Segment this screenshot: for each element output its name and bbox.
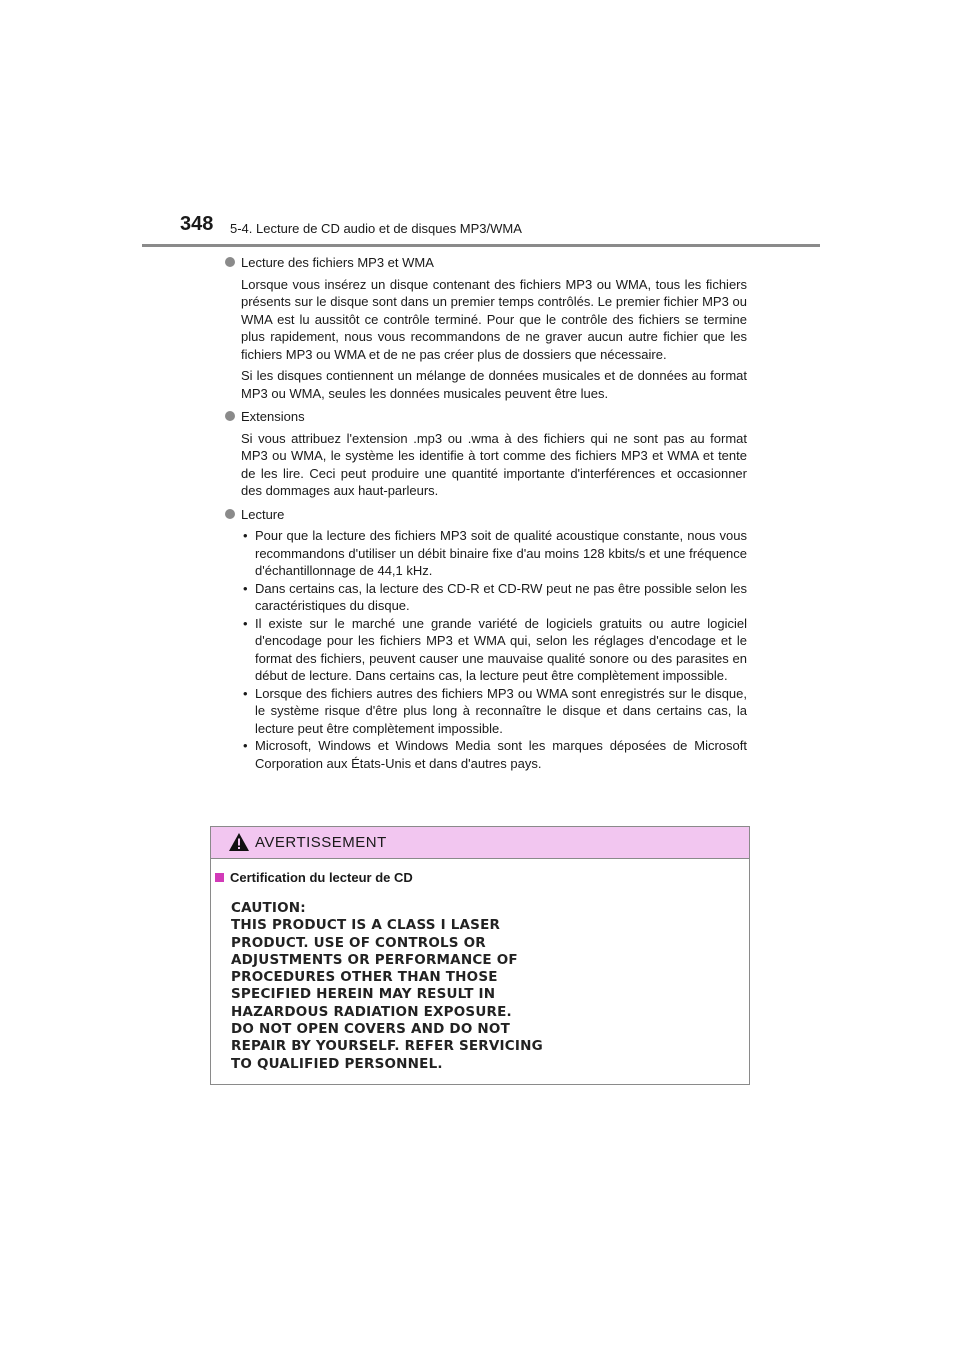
bullet-list — [241, 527, 747, 772]
list-item: • Dans certains cas, la lecture des CD-R et CD-RW peut ne pas être possible selon les caractéristiques du disque. — [243, 580, 747, 613]
square-marker-icon — [215, 873, 224, 882]
list-item: • Microsoft, Windows et Windows Media sont les marques déposées de Microsoft Corporation aux États-Unis et dans d'autres pays. — [243, 738, 747, 771]
chapter-title: 5-4. Lecture de CD audio et de disques MP3/WMA — [230, 221, 522, 236]
header-rule — [142, 244, 820, 247]
caution-label: CAUTION: THIS PRODUCT IS A CLASS I LASER PRODUCT. USE OF CONTROLS OR ADJUSTMENTS OR PERFORMANCE OF PROCEDURES OTHER THAN THOSE SPECIFIED HEREIN MAY RESULT IN HAZARDOUS RADIATION EXPOSURE. DO NOT OPEN COVERS AND DO NOT REPAIR BY YOURSELF. REFER SERVICING TO QUALIFIED PERSONNEL. — [231, 900, 543, 1072]
section-lecture — [223, 506, 747, 773]
bullet-dot-icon — [225, 509, 235, 519]
section-heading: Extensions — [223, 408, 747, 426]
warning-box — [210, 826, 750, 1085]
bullet-dot-icon — [225, 411, 235, 421]
warning-title: AVERTISSEMENT — [255, 834, 387, 851]
bullet-dot-icon — [225, 257, 235, 267]
list-item: • Pour que la lecture des fichiers MP3 soit de qualité acoustique constante, nous vous recommandons d'utiliser un débit binaire fixe d'au moins 128 kbits/s et une fréquence d'échantillonnage de 44,1 kHz. — [243, 528, 747, 578]
paragraph: Lorsque vous insérez un disque contenant des fichiers MP3 ou WMA, tous les fichiers présents sur le disque sont dans un premier temps contrôlés. Le premier fichier MP3 ou WMA est lu aussitôt ce contrôle terminé. Pour que le contrôle des fichiers se termine plus rapidement, nous vous recommandons de ne graver aucun autre fichier que les fichiers MP3 ou WMA et de ne pas créer plus de dossiers que nécessaire. — [241, 276, 747, 362]
section-extensions — [223, 408, 747, 500]
main-content — [223, 254, 747, 778]
warning-subtitle: Certification du lecteur de CD — [215, 870, 413, 885]
paragraph: Si les disques contiennent un mélange de données musicales et de données au format MP3 ou WMA, seules les données musicales peuvent être lues. — [241, 368, 747, 401]
list-item: • Lorsque des fichiers autres des fichiers MP3 ou WMA sont enregistrés sur le disque, le système risque d'être plus long à reconnaître le disque et dans certains cas, la lecture peut être complètement impossible. — [243, 685, 747, 736]
warning-header — [211, 827, 749, 859]
warning-triangle-icon — [228, 832, 250, 852]
section-mp3-wma — [223, 254, 747, 402]
list-item: • Il existe sur le marché une grande variété de logiciels gratuits ou autre logiciel d'encodage pour les fichiers MP3 et WMA qui, selon les réglages d'encodage et le format des fichiers, peuvent causer une mauvaise qualité sonore ou des parasites en début de lecture. Dans certains cas, la lecture peut être complètement impossible. — [243, 615, 747, 683]
page-number: 348 — [180, 213, 214, 235]
section-heading: Lecture — [223, 506, 747, 524]
paragraph: Si vous attribuez l'extension .mp3 ou .wma à des fichiers qui ne sont pas au format MP3 ou WMA, le système les identifie à tort comme des fichiers MP3 et WMA et tente de les lire. Ceci peut produire une quantité importante d'interférences et occasionner des dommages aux haut-parleurs. — [241, 430, 747, 498]
section-heading: Lecture des fichiers MP3 et WMA — [223, 254, 747, 272]
